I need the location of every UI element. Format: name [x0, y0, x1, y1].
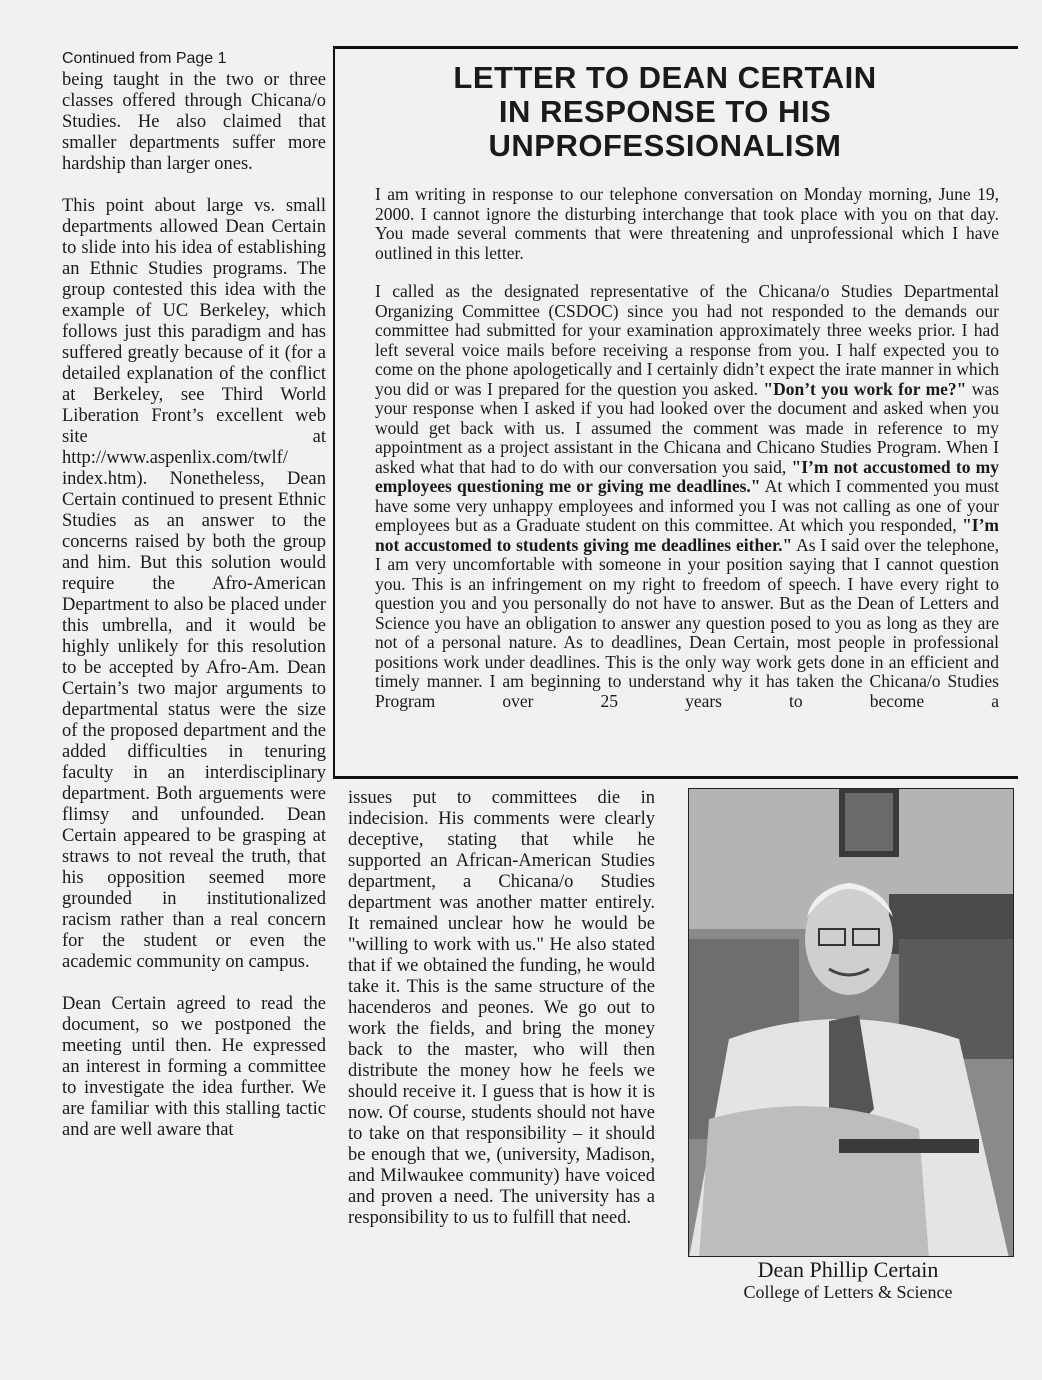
- left-column: [62, 50, 326, 1162]
- letter-text-d: As I said over the telephone, I am very uncomfortable with someone in your position saying that I cannot question you. This is an infringement on my right to freedom of speech. I have every right to question you and you personally do not have to answer. But as the Dean of Letters and Science you have an obligation to answer any question posed to you as long as they are not of a personal nature. As to deadlines, Dean Certain, most people in professional positions work under deadlines. This is the only way work gets done in an efficient and timely manner. I am beginning to understand why it has taken the Chicana/o Studies Program over 25 years to become a: [375, 534, 999, 711]
- quote-students-deadlines: "I’m not accustomed to students giving me deadlines either.": [375, 515, 999, 555]
- letter-body: [375, 185, 999, 730]
- letter-paragraph-1: I am writing in response to our telephone conversation on Monday morning, June 19, 2000. I cannot ignore the disturbing interchange that took place with you on that day. You made several comments that were threatening and unprofessional which I have outlined in this letter.: [375, 184, 999, 263]
- middle-column: [348, 788, 655, 1229]
- caption-title: College of Letters & Science: [743, 1282, 953, 1302]
- headline-line-3: UNPROFESSIONALISM: [488, 128, 842, 163]
- left-paragraph-3: Dean Certain agreed to read the document, so we postponed the meeting until then. He expressed an interest in forming a committee to investigate the idea further. We are familiar with this stalling tactic and are well aware that: [62, 994, 326, 1140]
- letter-box: [333, 46, 1018, 779]
- left-paragraph-2: This point about large vs. small departments allowed Dean Certain to slide into his idea of establishing an Ethnic Studies programs. The group contested this idea with the example of UC Berkeley, which follows just this paradigm and has suffered greatly because of it (for a detailed explanation of the conflict at Berkeley, see Third World Liberation Front’s excellent web site at http://www.aspenlix.com/twlf/ index.htm). Nonetheless, Dean Certain continued to present Ethnic Studies as an answer to the concerns raised by both the group and him. But this solution would require the Afro-American Department to also be placed under this umbrella, and it would be highly unlikely for this resolution to be accepted by Afro-Am. Dean Certain’s two major arguments to departmental status were the size of the proposed department and the added difficulties in tenuring faculty in an interdisciplinary department. Both arguements were flimsy and unfounded. Dean Certain appeared to be grasping at straws to not reveal the truth, that his opposition seemed more grounded in institutionalized racism rather than a real concern for the student or even the academic community on campus.: [62, 196, 326, 972]
- dean-portrait-image: [689, 789, 1014, 1257]
- letter-text-b: was your response when I asked if you had looked over the document and asked when you would get back with us. I assumed the comment was made in reference to my appointment as a project assistant in the Chicana and Chicano Studies Program. When I asked what that had to do with our conversation you said,: [375, 378, 1000, 477]
- photo-caption: [688, 1258, 1008, 1302]
- headline-line-1: LETTER TO DEAN CERTAIN: [453, 60, 877, 95]
- dean-photo: [688, 788, 1014, 1257]
- continued-note: Continued from Page 1: [62, 50, 227, 67]
- letter-headline: [335, 61, 995, 163]
- caption-name: Dean Phillip Certain: [757, 1257, 939, 1282]
- letter-paragraph-2: [375, 282, 999, 711]
- middle-paragraph: issues put to committees die in indecision. His comments were clearly deceptive, stating that while he supported an African-American Studies department, a Chicana/o Studies department was another matter entirely. It remained unclear how he would be "willing to work with us." He also stated that if we obtained the funding, he would take it. This is the same structure of the hacenderos and peones. We go out to work the fields, and bring the money back to the master, who will then distribute the money how he feels we should receive it. I guess that is how it is now. Of course, students should not have to take on that responsibility – it should be enough that we, (university, Madison, and Milwaukee community) have voiced and proven a need. The university has a responsibility to us to fulfill that need.: [348, 788, 655, 1228]
- letter-text-a: I called as the designated representative of the Chicana/o Studies Departmental Organizing Committee (CSDOC) since you had not responded to the demands our committee had submitted for your examination approximately three weeks prior. I had left several voice mails before receiving a response from you. I half expected you to come on the phone apologetically and I certainly didn’t expect the irate manner in which you did or was I prepared for the question you asked.: [375, 281, 999, 399]
- quote-dont-you-work: "Don’t you work for me?": [763, 378, 967, 399]
- left-paragraph-1: being taught in the two or three classes offered through Chicana/o Studies. He also claimed that smaller departments suffer more hardship than larger ones.: [62, 70, 326, 174]
- letter-text-c: At which I commented you must have some very unhappy employees and informed you I was not calling as one of your employees but as a Graduate student on this committee. At which you responded,: [375, 476, 999, 535]
- quote-employees-questioning: "I’m not accustomed to my employees questioning me or giving me deadlines.": [375, 456, 999, 496]
- headline-line-2: IN RESPONSE TO HIS: [498, 94, 832, 129]
